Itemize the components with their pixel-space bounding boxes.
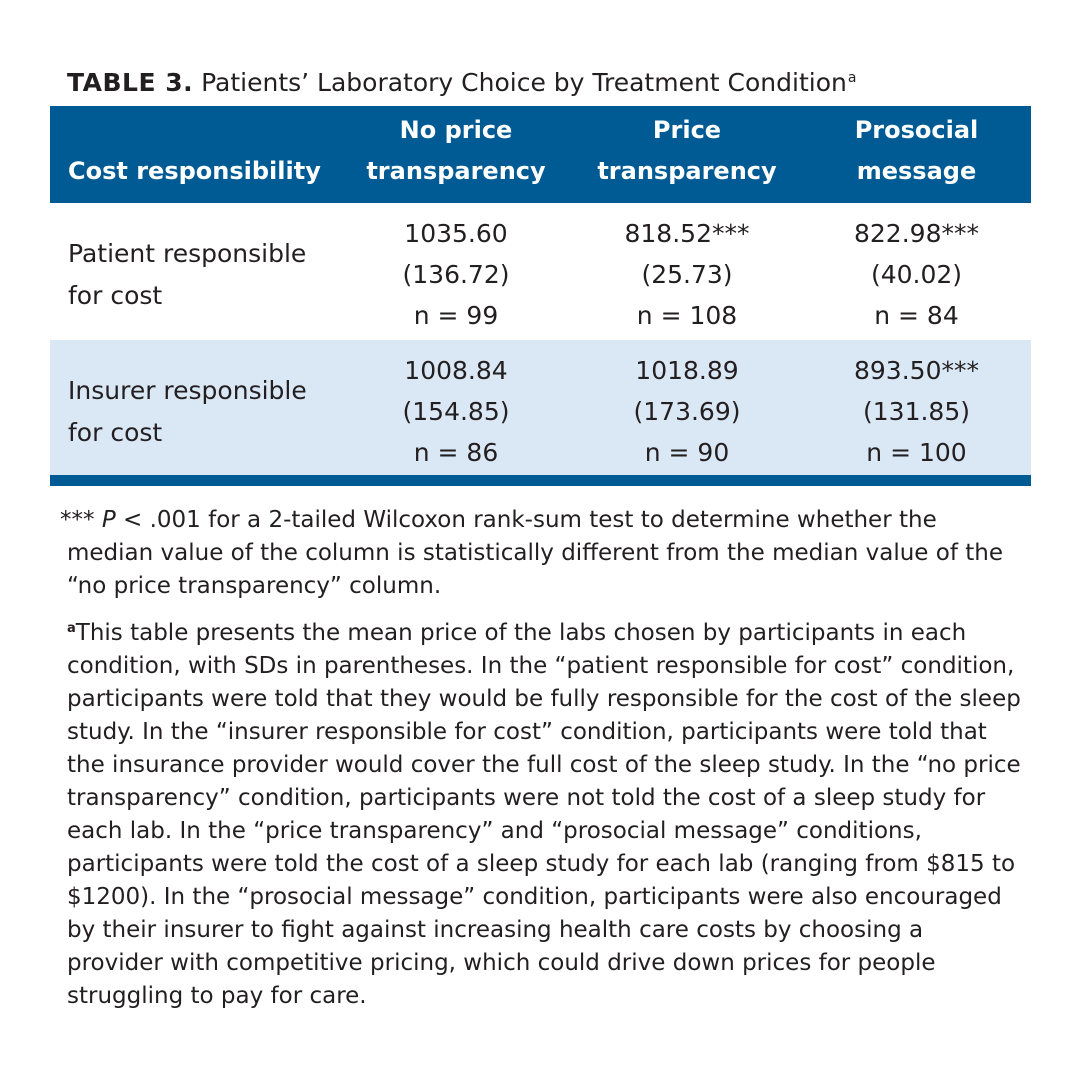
header-col0-text: Cost responsibility bbox=[68, 157, 321, 185]
table-row-patient bbox=[50, 203, 1031, 340]
sig-text: < .001 for a 2-tailed Wilcoxon rank-sum test to determine whether the median value of the column is statistically different from the median value of the “no price transparency” column. bbox=[67, 507, 1003, 599]
row-label-line2: for cost bbox=[68, 418, 163, 447]
footnote-text: This table presents the mean price of the labs chosen by participants in each condition, with SDs in parentheses. In the “patient responsible for cost” condition, participants were told that they would be fully responsible for the cost of the sleep study. In the “insurer responsible for cost” condition, participants were told that the insurance provider would cover the full cost of the sleep study. In the “no price transparency” condition, participants were not told the cost of a sleep study for each lab. In the “price transparency” and “prosocial message” conditions, participants were told the cost of a sleep study for each lab (ranging from $815 to $1200). In the “prosocial message” condition, participants were also encouraged by their insurer to fight against increasing health care costs by choosing a provider with competitive pricing, which could drive down prices for people struggling to pay for care. bbox=[67, 620, 1021, 1009]
cell-patient-no-price bbox=[340, 213, 572, 336]
footnote-mark: a bbox=[67, 621, 76, 636]
cell-n: n = 100 bbox=[866, 438, 967, 467]
cell-mean: 822.98*** bbox=[854, 219, 979, 248]
cell-mean: 893.50*** bbox=[854, 356, 979, 385]
header-prosocial-message bbox=[802, 110, 1031, 192]
caption-footnote-mark: a bbox=[847, 70, 857, 86]
header-no-price-transparency bbox=[340, 110, 572, 192]
sig-marker: *** bbox=[60, 507, 95, 533]
header-col1-line2: transparency bbox=[366, 157, 546, 185]
table-header bbox=[50, 106, 1031, 203]
row-label-line1: Insurer responsible bbox=[68, 376, 307, 405]
cell-insurer-no-price bbox=[340, 350, 572, 473]
header-col1-line1: No price bbox=[399, 116, 513, 144]
row-label-insurer bbox=[68, 370, 338, 454]
cell-n: n = 84 bbox=[874, 301, 959, 330]
cell-sd: (131.85) bbox=[863, 397, 970, 426]
cell-mean: 1018.89 bbox=[635, 356, 739, 385]
cell-patient-prosocial bbox=[802, 213, 1031, 336]
row-label-line1: Patient responsible bbox=[68, 239, 307, 268]
table-title: Patients’ Laboratory Choice by Treatment Condition bbox=[201, 68, 847, 97]
table-notes bbox=[60, 504, 1025, 1013]
cell-patient-price bbox=[572, 213, 802, 336]
table-caption bbox=[67, 60, 856, 101]
header-cost-responsibility bbox=[68, 151, 321, 192]
row-label-patient bbox=[68, 233, 338, 317]
cell-n: n = 90 bbox=[644, 438, 730, 467]
p-symbol: P bbox=[101, 507, 116, 533]
footnote-a bbox=[60, 612, 1025, 1013]
cell-insurer-prosocial bbox=[802, 350, 1031, 473]
table-bottom-rule bbox=[50, 475, 1031, 486]
cell-mean: 1035.60 bbox=[404, 219, 508, 248]
significance-note bbox=[60, 504, 1025, 603]
cell-n: n = 99 bbox=[413, 301, 499, 330]
cell-n: n = 108 bbox=[636, 301, 738, 330]
table-number: TABLE 3. bbox=[67, 68, 194, 97]
header-col2-line1: Price bbox=[652, 116, 722, 144]
row-label-line2: for cost bbox=[68, 281, 163, 310]
cell-n: n = 86 bbox=[413, 438, 499, 467]
cell-insurer-price bbox=[572, 350, 802, 473]
cell-sd: (25.73) bbox=[641, 260, 733, 289]
header-col3-line2: message bbox=[856, 157, 977, 185]
cell-sd: (173.69) bbox=[633, 397, 741, 426]
header-col2-line2: transparency bbox=[597, 157, 777, 185]
results-table bbox=[50, 106, 1031, 486]
cell-mean: 1008.84 bbox=[404, 356, 508, 385]
header-price-transparency bbox=[572, 110, 802, 192]
header-col3-line1: Prosocial bbox=[854, 116, 979, 144]
cell-sd: (136.72) bbox=[402, 260, 510, 289]
cell-mean: 818.52*** bbox=[624, 219, 750, 248]
cell-sd: (154.85) bbox=[402, 397, 510, 426]
cell-sd: (40.02) bbox=[870, 260, 963, 289]
table-row-insurer bbox=[50, 340, 1031, 475]
